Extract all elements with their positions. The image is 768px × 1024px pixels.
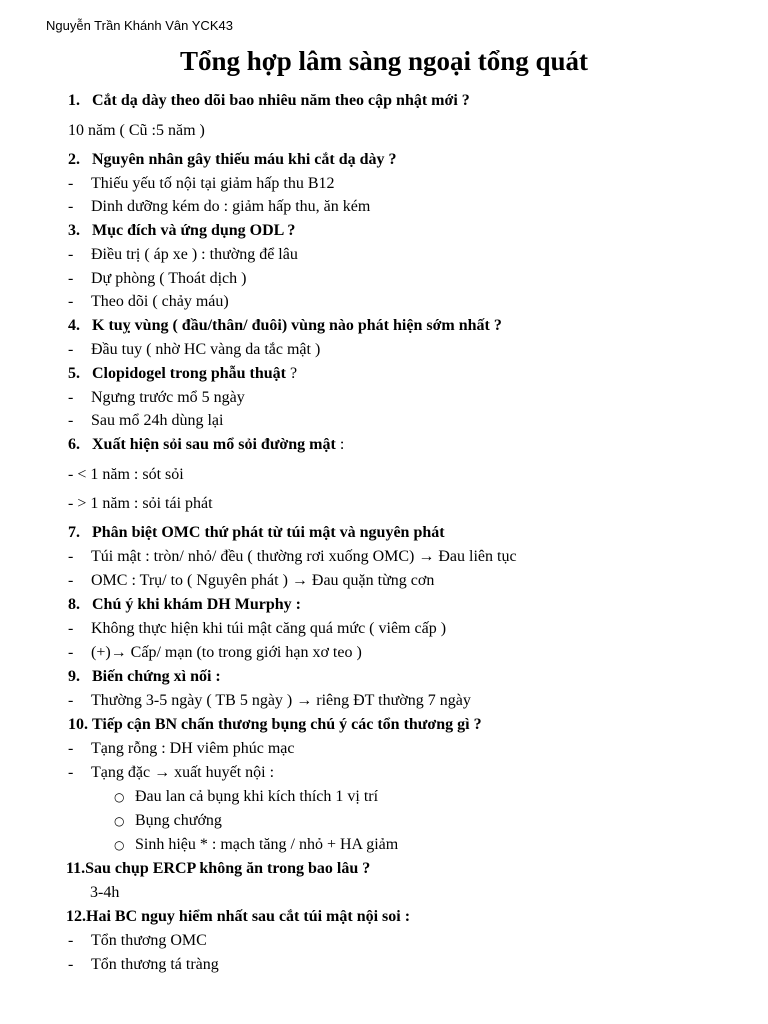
dash-marker: - (68, 198, 74, 215)
dash-marker: - (68, 956, 74, 973)
question-tail: : (335, 436, 345, 453)
question-number: 6. (68, 436, 80, 453)
sub-bullet-text: Đau lan cả bụng khi kích thích 1 vị trí (135, 788, 379, 805)
question-heading (68, 667, 221, 687)
question-number: 9. (68, 668, 80, 685)
list-item-text: (+)→ Cấp/ mạn (to trong giới hạn xơ teo ) (91, 644, 362, 661)
question-text: Cắt dạ dày theo dõi bao nhiêu năm theo cập nhật mới ? (92, 92, 470, 109)
dash-list-item (68, 411, 223, 431)
list-item-text: Thường 3-5 ngày ( TB 5 ngày ) → riêng ĐT thường 7 ngày (91, 692, 471, 709)
question-number: 12. (66, 908, 86, 925)
question-heading (68, 316, 502, 336)
dash-marker: - (68, 620, 74, 637)
dash-list-item (68, 763, 274, 783)
question-text: Xuất hiện sỏi sau mổ sỏi đường mật (92, 436, 336, 453)
question-number: 5. (68, 365, 80, 382)
author-name: Nguyễn Trần Khánh Vân YCK43 (46, 18, 233, 33)
question-number: 4. (68, 317, 80, 334)
list-item-text: Tạng rỗng : DH viêm phúc mạc (91, 740, 295, 757)
question-number: 11. (66, 860, 86, 877)
dash-list-item (68, 619, 446, 639)
dash-marker: - (68, 293, 74, 310)
dash-list-item (68, 931, 207, 951)
answer-text: 10 năm ( Cũ :5 năm ) (68, 122, 205, 139)
sub-bullet-text: Sinh hiệu * : mạch tăng / nhỏ + HA giảm (135, 836, 399, 853)
question-heading (66, 907, 410, 927)
dash-list-item (68, 571, 434, 591)
list-item-text: Đầu tuy ( nhờ HC vàng da tắc mật ) (91, 341, 321, 358)
question-text: Phân biệt OMC thứ phát từ túi mật và nguyên phát (92, 524, 445, 541)
dash-marker: - (68, 740, 74, 757)
dash-marker: - (68, 175, 74, 192)
list-item-text: Theo dõi ( chảy máu) (91, 293, 229, 310)
question-text: Tiếp cận BN chấn thương bụng chú ý các tổn thương gì ? (92, 716, 482, 733)
list-item-text: OMC : Trụ/ to ( Nguyên phát ) → Đau quặn từng cơn (91, 572, 435, 589)
list-item-text: Điều trị ( áp xe ) : thường để lâu (91, 246, 298, 263)
question-text: Mục đích và ứng dụng ODL ? (92, 222, 296, 239)
question-heading (68, 150, 397, 170)
sub-bullet-item (114, 787, 378, 807)
list-item-text: Không thực hiện khi túi mật căng quá mức ( viêm cấp ) (91, 620, 447, 637)
question-text: K tuỵ vùng ( đầu/thân/ đuôi) vùng nào phát hiện sớm nhất ? (92, 317, 502, 334)
circle-bullet-icon: ○ (114, 814, 125, 828)
list-item-text: Dinh dưỡng kém do : giảm hấp thu, ăn kém (91, 198, 371, 215)
answer-text: - > 1 năm : sỏi tái phát (68, 495, 213, 512)
question-text: Chú ý khi khám DH Murphy : (92, 596, 301, 613)
question-heading (68, 715, 482, 735)
list-item-text: Thiếu yếu tố nội tại giảm hấp thu B12 (91, 175, 335, 192)
question-heading (68, 595, 301, 615)
question-text: Nguyên nhân gây thiếu máu khi cắt dạ dày ? (92, 151, 397, 168)
dash-list-item (68, 955, 219, 975)
question-number: 8. (68, 596, 80, 613)
dash-marker: - (68, 341, 74, 358)
list-item-text: Ngưng trước mổ 5 ngày (91, 389, 245, 406)
dash-list-item (68, 174, 335, 194)
dash-marker: - (68, 572, 74, 589)
question-text: Hai BC nguy hiểm nhất sau cắt túi mật nội soi : (86, 908, 411, 925)
page-title: Tổng hợp lâm sàng ngoại tổng quát (179, 46, 589, 76)
dash-list-item (68, 643, 362, 663)
question-number: 10. (68, 716, 88, 733)
question-heading (68, 91, 470, 111)
question-tail: ? (285, 365, 298, 382)
dash-marker: - (68, 270, 74, 287)
dash-list-item (68, 691, 471, 711)
dash-list-item (68, 269, 246, 289)
list-item-text: Dự phòng ( Thoát dịch ) (91, 270, 247, 287)
dash-list-item (68, 340, 320, 360)
answer-text: - < 1 năm : sót sỏi (68, 466, 184, 483)
question-number: 3. (68, 222, 80, 239)
dash-list-item (68, 197, 370, 217)
dash-list-item (68, 245, 298, 265)
question-number: 7. (68, 524, 80, 541)
list-item-text: Tổn thương OMC (91, 932, 207, 949)
sub-bullet-item (114, 811, 222, 831)
question-text: Biến chứng xì nối : (92, 668, 221, 685)
dash-marker: - (68, 692, 74, 709)
dash-marker: - (68, 389, 74, 406)
dash-list-item (68, 547, 517, 567)
sub-bullet-item (114, 835, 398, 855)
question-heading (68, 364, 297, 384)
dash-marker: - (68, 548, 74, 565)
dash-marker: - (68, 764, 74, 781)
question-heading (68, 523, 445, 543)
question-heading (66, 859, 370, 879)
list-item-text: Tạng đặc → xuất huyết nội : (91, 764, 275, 781)
question-heading (68, 221, 295, 241)
question-heading (68, 435, 344, 455)
sub-bullet-text: Bụng chướng (135, 812, 222, 829)
question-text: Sau chụp ERCP không ăn trong bao lâu ? (85, 860, 371, 877)
circle-bullet-icon: ○ (114, 838, 125, 852)
question-number: 1. (68, 92, 80, 109)
dash-marker: - (68, 246, 74, 263)
list-item-text: Tổn thương tá tràng (91, 956, 219, 973)
answer-text: 3-4h (90, 884, 120, 901)
dash-list-item (68, 292, 229, 312)
circle-bullet-icon: ○ (114, 790, 125, 804)
list-item-text: Túi mật : tròn/ nhỏ/ đều ( thường rơi xuống OMC) → Đau liên tục (91, 548, 517, 565)
question-text: Clopidogel trong phẫu thuật (92, 365, 286, 382)
dash-marker: - (68, 412, 74, 429)
question-number: 2. (68, 151, 80, 168)
list-item-text: Sau mổ 24h dùng lại (91, 412, 224, 429)
dash-marker: - (68, 644, 74, 661)
dash-marker: - (68, 932, 74, 949)
dash-list-item (68, 739, 295, 759)
dash-list-item (68, 388, 245, 408)
